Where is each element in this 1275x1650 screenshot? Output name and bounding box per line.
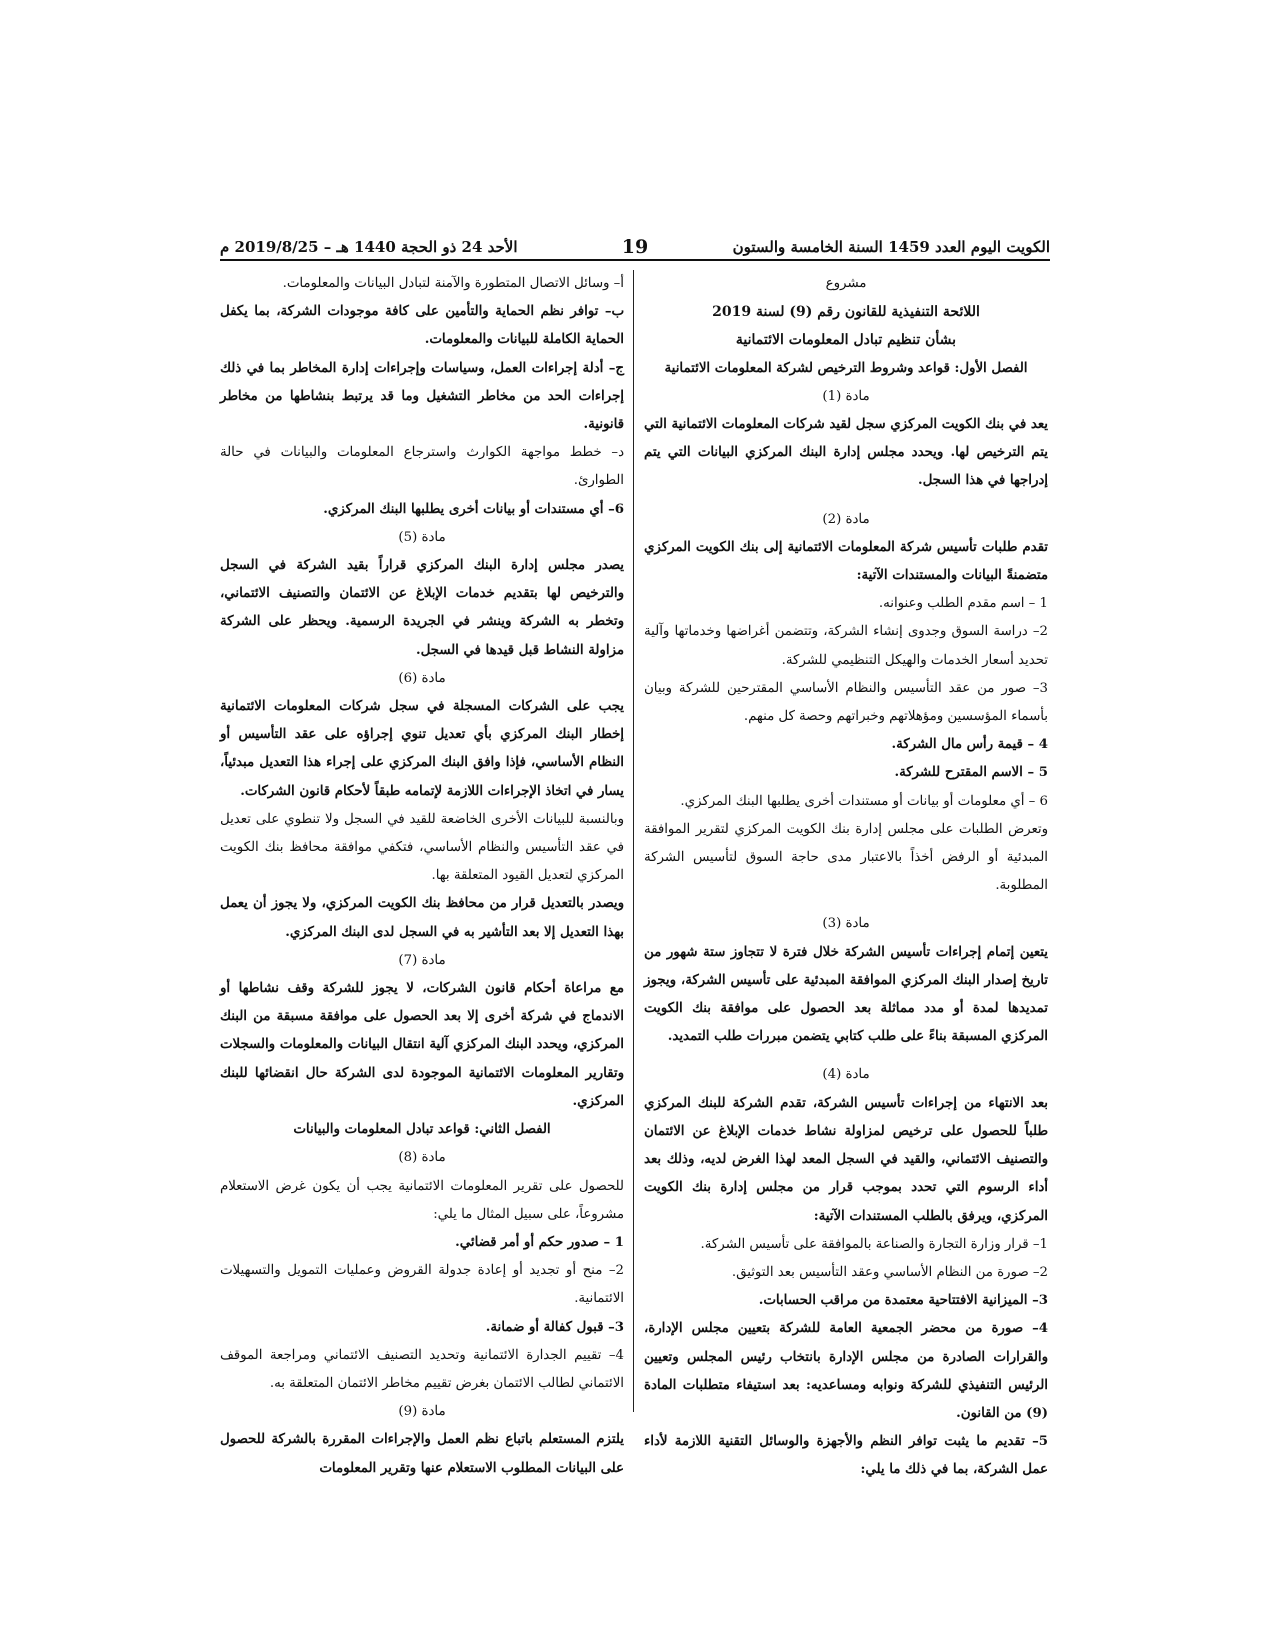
list-item: د– خطط مواجهة الكوارث واسترجاع المعلومات والبيانات في حالة الطوارئ. — [220, 445, 624, 489]
header-issue-info: الكويت اليوم العدد 1459 السنة الخامسة والستون — [732, 238, 1050, 256]
article-text: مع مراعاة أحكام قانون الشركات، لا يجوز للشركة وقف نشاطها أو الاندماج في شركة أخرى إلا بعد الحصول على موافقة مسبقة من البنك المركزي، ويحدد البنك المركزي آلية انتقال البيانات والمعلومات والسجلات وتقارير المعلومات الائتمانية الموجودة لدى الشركة حال انقضائها للبنك المركزي. — [220, 981, 624, 1109]
list-item: 4– تقييم الجدارة الائتمانية وتحديد التصنيف الائتماني ومراجعة الموقف الائتماني لطالب الائتمان بغرض تقييم مخاطر الائتمان المتعلقة به. — [220, 1347, 624, 1391]
article-text: ويصدر بالتعديل قرار من محافظ بنك الكويت المركزي، ولا يجوز أن يعمل بهذا التعديل إلا بعد التأشير به في السجل لدى البنك المركزي. — [220, 896, 624, 940]
list-item: 5– تقديم ما يثبت توافر النظم والأجهزة والوسائل التقنية اللازمة لأداء عمل الشركة، بما في ذلك ما يلي: — [644, 1434, 1048, 1478]
list-item: 6 – أي معلومات أو بيانات أو مستندات أخرى يطلبها البنك المركزي. — [680, 793, 1048, 809]
list-item: 4– صورة من محضر الجمعية العامة للشركة بتعيين مجلس الإدارة، والقرارات الصادرة من مجلس الإدارة بانتخاب رئيس المجلس وتعيين الرئيس التنفيذي للشركة ونوابه ومساعديه: بعد استيفاء متطلبات المادة (9) من القانون. — [644, 1321, 1048, 1421]
header-rule — [220, 259, 1050, 261]
article-heading: مادة (6) — [398, 670, 446, 686]
article-heading: مادة (9) — [398, 1404, 446, 1420]
article-heading: مادة (1) — [822, 388, 870, 404]
article-heading: مادة (5) — [398, 529, 446, 545]
article-heading: مادة (4) — [822, 1067, 870, 1083]
article-text: يصدر مجلس إدارة البنك المركزي قراراً بقيد الشركة في السجل والترخيص لها بتقديم خدمات الإبلاغ عن الائتمان والتصنيف الائتماني، وتخطر به الشركة وينشر في الجريدة الرسمية. ويحظر على الشركة مزاولة النشاط قبل قيدها في السجل. — [220, 558, 624, 658]
list-item: ب– توافر نظم الحماية والتأمين على كافة موجودات الشركة، بما يكفل الحماية الكاملة للبيانات والمعلومات. — [220, 304, 624, 348]
list-item: 1 – صدور حكم أو أمر قضائي. — [455, 1234, 624, 1250]
chapter-heading: الفصل الثاني: قواعد تبادل المعلومات والبيانات — [293, 1122, 551, 1138]
list-item: 1 – اسم مقدم الطلب وعنوانه. — [878, 596, 1048, 612]
article-text: وتعرض الطلبات على مجلس إدارة بنك الكويت المركزي لتقرير الموافقة المبدئية أو الرفض أخذاً بالاعتبار مدى حاجة السوق لتأسيس الشركة المطلوبة. — [644, 821, 1048, 894]
article-heading: مادة (8) — [398, 1150, 446, 1166]
article-text: يلتزم المستعلم باتباع نظم العمل والإجراءات المقررة بالشركة للحصول على البيانات المطلوب الاستعلام عنها وتقرير المعلومات — [220, 1432, 624, 1476]
article-heading: مادة (3) — [822, 916, 870, 932]
article-text: للحصول على تقرير المعلومات الائتمانية يجب أن يكون غرض الاستعلام مشروعاً، على سبيل المثال ما يلي: — [220, 1178, 624, 1222]
article-heading: مادة (7) — [398, 952, 446, 968]
article-heading: مادة (2) — [822, 511, 870, 527]
list-item: 6– أي مستندات أو بيانات أخرى يطلبها البنك المركزي. — [323, 501, 624, 517]
list-item: 3– قبول كفالة أو ضمانة. — [485, 1319, 624, 1335]
list-item: أ– وسائل الاتصال المتطورة والآمنة لتبادل البيانات والمعلومات. — [282, 276, 624, 291]
header-date: الأحد 24 ذو الحجة 1440 هـ – 2019/8/25 م — [220, 238, 518, 256]
article-text: يعد في بنك الكويت المركزي سجل لقيد شركات المعلومات الائتمانية التي يتم الترخيص لها. ويحدد مجلس إدارة البنك المركزي البيانات التي يتم إدراجها في هذا السجل. — [644, 417, 1048, 489]
list-item: 2– دراسة السوق وجدوى إنشاء الشركة، وتتضمن أغراضها وخدماتها وآلية تحديد أسعار الخدمات والهيكل التنظيمي للشركة. — [644, 624, 1048, 668]
regulation-subtitle: بشأن تنظيم تبادل المعلومات الائتمانية — [735, 332, 957, 349]
article-text: يجب على الشركات المسجلة في سجل شركات المعلومات الائتمانية إخطار البنك المركزي بأي تعديل تنوي إجراؤه على عقد التأسيس أو النظام الأساسي، فإذا وافق البنك المركزي على إجراء هذا التعديل مبدئياً، يسار في اتخاذ الإجراءات اللازمة لإتمامه طبقاً لأحكام قانون الشركات. — [220, 699, 624, 799]
page-number: 19 — [621, 236, 649, 258]
article-text: تقدم طلبات تأسيس شركة المعلومات الائتمانية إلى بنك الكويت المركزي متضمنةً البيانات والمستندات الآتية: — [644, 539, 1048, 584]
list-item: 5 – الاسم المقترح للشركة. — [894, 765, 1048, 781]
list-item: 1– قرار وزارة التجارة والصناعة بالموافقة على تأسيس الشركة. — [700, 1236, 1048, 1252]
article-text: بعد الانتهاء من إجراءات تأسيس الشركة، تقدم الشركة للبنك المركزي طلباً للحصول على ترخيص لمزاولة نشاط خدمات الإبلاغ عن الائتمان والتصنيف الائتماني، والقيد في السجل المعد لهذا الغرض لديه، وذلك بعد أداء الرسوم التي تحدد بموجب قرار من مجلس إدارة بنك الكويت المركزي، ويرفق بالطلب المستندات الآتية: — [644, 1095, 1048, 1224]
chapter-heading: الفصل الأول: قواعد وشروط الترخيص لشركة المعلومات الائتمانية — [664, 360, 1028, 376]
list-item: 2– منح أو تجديد أو إعادة جدولة القروض وعمليات التمويل والتسهيلات الائتمانية. — [220, 1263, 624, 1307]
article-text: يتعين إتمام إجراءات تأسيس الشركة خلال فترة لا تتجاوز ستة شهور من تاريخ إصدار البنك المركزي الموافقة المبدئية على تأسيس الشركة، ويجوز تمديدها لمدة أو مدد مماثلة بعد الحصول على موافقة بنك الكويت المركزي المسبقة بناءً على طلب كتابي يتضمن مبررات طلب التمديد. — [644, 944, 1048, 1045]
list-item: 3– صور من عقد التأسيس والنظام الأساسي المقترحين للشركة وبيان بأسماء المؤسسين ومؤهلاتهم وخبراتهم وحصة كل منهم. — [644, 680, 1048, 725]
article-text: وبالنسبة للبيانات الأخرى الخاضعة للقيد في السجل ولا تنطوي على تعديل في عقد التأسيس والنظام الأساسي، فتكفي موافقة محافظ بنك الكويت المركزي لتعديل القيود المتعلقة بها. — [220, 811, 624, 884]
regulation-title: اللائحة التنفيذية للقانون رقم (9) لسنة 2019 — [712, 304, 980, 321]
list-item: 3– الميزانية الافتتاحية معتمدة من مراقب الحسابات. — [758, 1293, 1048, 1309]
right-column — [644, 270, 1048, 1478]
list-item: 2– صورة من النظام الأساسي وعقد التأسيس بعد التوثيق. — [731, 1264, 1048, 1280]
left-column — [220, 270, 624, 1476]
column-divider — [633, 270, 634, 1412]
project-label: مشروع — [825, 276, 867, 291]
list-item: 4 – قيمة رأس مال الشركة. — [891, 737, 1048, 753]
list-item: ج– أدلة إجراءات العمل، وسياسات وإجراءات إدارة المخاطر بما في ذلك إجراءات الحد من مخاطر التشغيل وما قد يرتبط بنشاطها من مخاطر قانونية. — [220, 360, 624, 433]
